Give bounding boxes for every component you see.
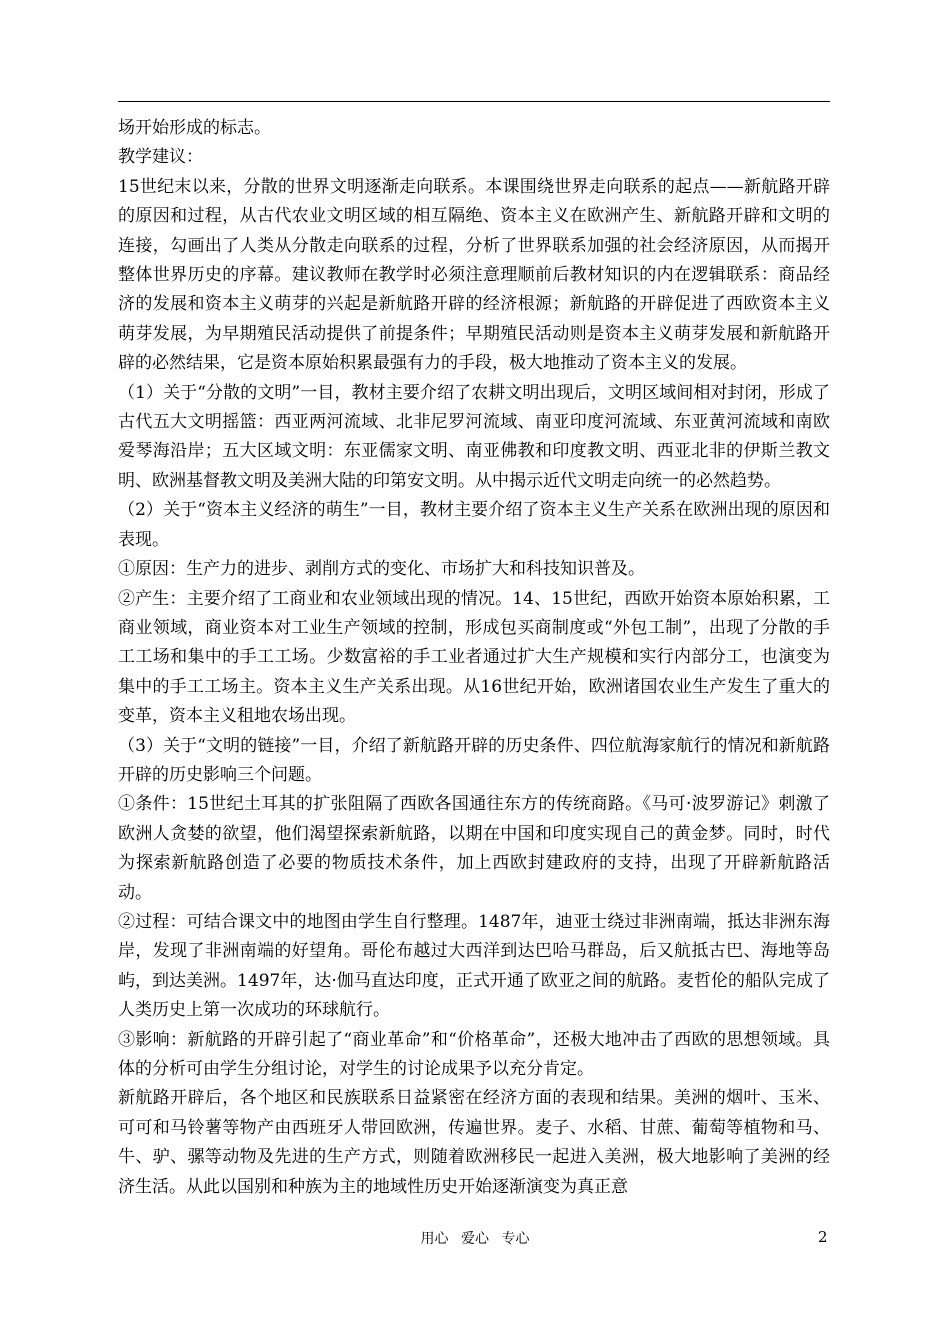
paragraph: ②过程：可结合课文中的地图由学生自行整理。1487年，迪亚士绕过非洲南端，抵达非洲东海岸，发现了非洲南端的好望角。哥伦布越过大西洋到达巴哈马群岛，后又航抵古巴、海地等岛屿，到达美洲。1497年，达·伽马直达印度，正式开通了欧亚之间的航路。麦哲伦的船队完成了人类历史上第一次成功的环球航行。 (118, 911, 830, 1021)
paragraph: 新航路开辟后，各个地区和民族联系日益紧密在经济方面的表现和结果。美洲的烟叶、玉米、可可和马铃薯等物产由西班牙人带回欧洲，传遍世界。麦子、水稻、甘蔗、葡萄等植物和马、牛、驴、骡等动物及先进的生产方式，则随着欧洲移民一起进入美洲，极大地影响了美洲的经济生活。从此以国别和种族为主的地域性历史开始逐渐演变为真正意 (118, 1088, 830, 1197)
paragraph: （2）关于“资本主义经济的萌生”一目，教材主要介绍了资本主义生产关系在欧洲出现的原因和表现。 (118, 500, 830, 550)
paragraph: （3）关于“文明的链接”一目，介绍了新航路开辟的历史条件、四位航海家航行的情况和新航路开辟的历史影响三个问题。 (118, 735, 830, 785)
paragraph: ③影响：新航路的开辟引起了“商业革命”和“价格革命”，还极大地冲击了西欧的思想领域。具体的分析可由学生分组讨论，对学生的讨论成果予以充分肯定。 (118, 1029, 830, 1079)
document-body (118, 114, 830, 1202)
paragraph: ②产生：主要介绍了工商业和农业领域出现的情况。14、15世纪，西欧开始资本原始积累，工商业领域，商业资本对工业生产领域的控制，形成包买商制度或“外包工制”，出现了分散的手工工场和集中的手工工场。少数富裕的手工业者通过扩大生产规模和实行内部分工，也演变为集中的手工工场主。资本主义生产关系出现。从16世纪开始，欧洲诸国农业生产发生了重大的变革，资本主义租地农场出现。 (118, 588, 830, 727)
footer-motto: 用心 爱心 专心 (420, 1231, 530, 1247)
page-footer (0, 1228, 950, 1252)
paragraph: 场开始形成的标志。 (118, 118, 271, 138)
paragraph: （1）关于“分散的文明”一目，教材主要介绍了农耕文明出现后，文明区域间相对封闭，形成了古代五大文明摇篮：西亚两河流域、北非尼罗河流域、南亚印度河流域、东亚黄河流域和南欧爱琴海沿岸；五大区域文明：东亚儒家文明、南亚佛教和印度教文明、西亚北非的伊斯兰教文明、欧洲基督教文明及美洲大陆的印第安文明。从中揭示近代文明走向统一的必然趋势。 (118, 382, 830, 491)
paragraph: ①原因：生产力的进步、剥削方式的变化、市场扩大和科技知识普及。 (118, 559, 645, 580)
section-heading: 教学建议： (118, 147, 203, 168)
page-number: 2 (818, 1228, 828, 1246)
header-rule (118, 101, 830, 102)
paragraph: 15世纪末以来，分散的世界文明逐渐走向联系。本课围绕世界走向联系的起点——新航路开辟的原因和过程，从古代农业文明区域的相互隔绝、资本主义在欧洲产生、新航路开辟和文明的连接，勾画出了人类从分散走向联系的过程，分析了世界联系加强的社会经济原因，从而揭开整体世界历史的序幕。建议教师在教学时必须注意理顺前后教材知识的内在逻辑联系：商品经济的发展和资本主义萌芽的兴起是新航路开辟的经济根源；新航路的开辟促进了西欧资本主义萌芽发展，为早期殖民活动提供了前提条件；早期殖民活动则是资本主义萌芽发展和新航路开辟的必然结果，它是资本原始积累最强有力的手段，极大地推动了资本主义的发展。 (118, 176, 830, 374)
paragraph: ①条件：15世纪土耳其的扩张阻隔了西欧各国通往东方的传统商路。《马可·波罗游记》刺激了欧洲人贪婪的欲望，他们渴望探索新航路，以期在中国和印度实现自己的黄金梦。同时，时代为探索新航路创造了必要的物质技术条件，加上西欧封建政府的支持，出现了开辟新航路活动。 (118, 794, 830, 903)
